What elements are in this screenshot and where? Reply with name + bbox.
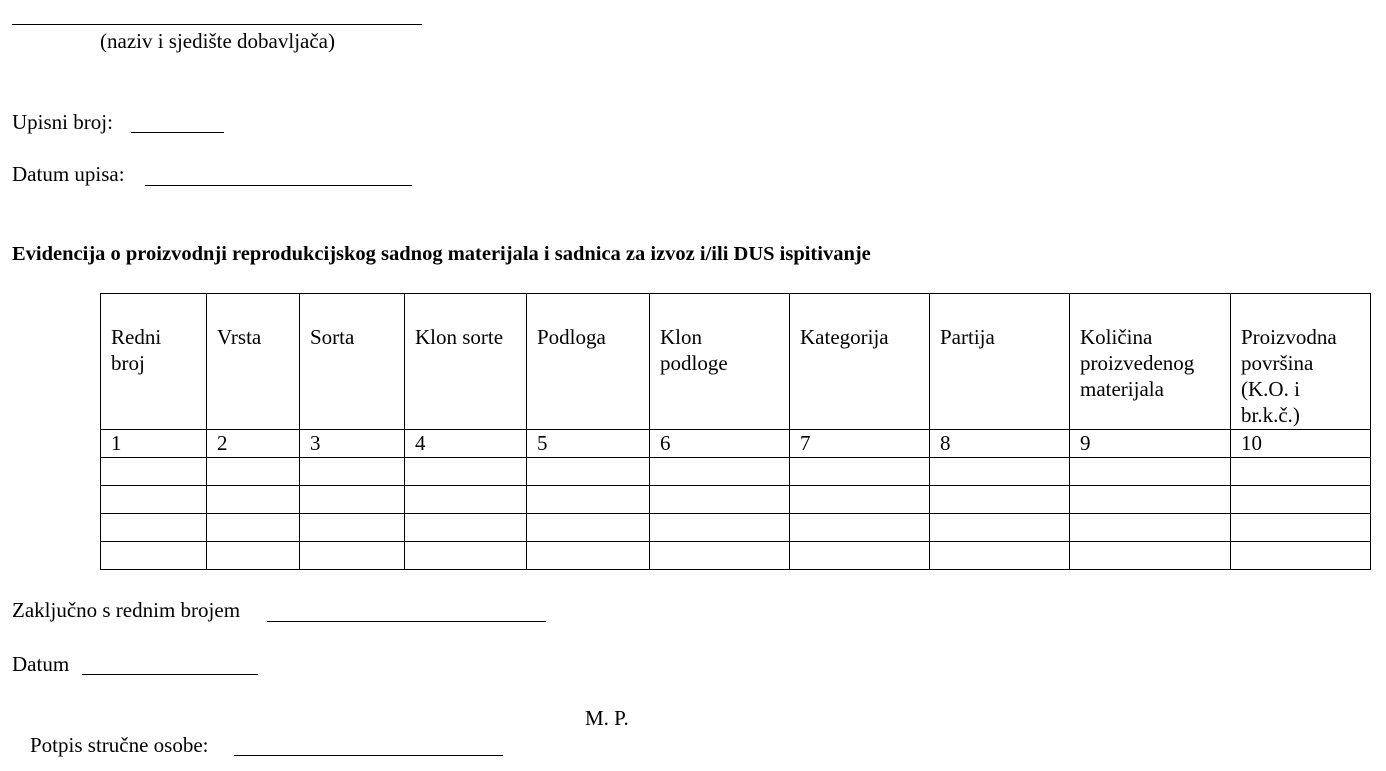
table-cell[interactable]	[790, 458, 930, 486]
table-row	[101, 514, 1371, 542]
table-cell[interactable]	[207, 542, 300, 570]
table-row	[101, 542, 1371, 570]
table-cell[interactable]	[650, 542, 790, 570]
col-number: 3	[310, 431, 321, 455]
table-cell[interactable]	[207, 486, 300, 514]
table-cell[interactable]	[527, 486, 650, 514]
table-cell[interactable]	[527, 514, 650, 542]
table-cell[interactable]	[650, 486, 790, 514]
datum-field[interactable]	[82, 674, 258, 675]
document-title: Evidencija o proizvodnji reprodukcijskog sadnog materijala i sadnica za izvoz i/ili DUS ispitivanje	[12, 243, 871, 265]
table-cell[interactable]	[101, 486, 207, 514]
col-header-sorta: Sorta	[300, 294, 405, 430]
table-cell[interactable]	[650, 514, 790, 542]
table-cell[interactable]	[1231, 514, 1371, 542]
table-cell[interactable]	[1231, 458, 1371, 486]
col-number: 9	[1080, 431, 1091, 455]
col-header-vrsta: Vrsta	[207, 294, 300, 430]
table-cell[interactable]	[207, 514, 300, 542]
col-number: 1	[111, 431, 122, 455]
table-header-row	[101, 294, 1371, 430]
table-row	[101, 486, 1371, 514]
table-cell[interactable]	[101, 514, 207, 542]
table-cell[interactable]	[527, 542, 650, 570]
col-number: 2	[217, 431, 228, 455]
table-cell[interactable]	[790, 542, 930, 570]
zakljucno-field[interactable]	[267, 621, 546, 622]
col-header-kategorija: Kategorija	[790, 294, 930, 430]
table-cell[interactable]	[1070, 458, 1231, 486]
upisni-broj-field[interactable]	[131, 132, 224, 133]
table-cell[interactable]	[405, 486, 527, 514]
upisni-broj-label: Upisni broj:	[12, 110, 113, 134]
table-cell[interactable]	[650, 458, 790, 486]
col-number: 10	[1241, 431, 1262, 455]
table-cell[interactable]	[1231, 542, 1371, 570]
col-header-klon-sorte: Klon sorte	[405, 294, 527, 430]
col-header-partija: Partija	[930, 294, 1070, 430]
table-cell[interactable]	[101, 542, 207, 570]
datum-upisa-field[interactable]	[145, 185, 412, 186]
col-header-podloga: Podloga	[527, 294, 650, 430]
supplier-name-line[interactable]	[12, 24, 422, 25]
potpis-label: Potpis stručne osobe:	[30, 733, 209, 757]
table-cell[interactable]	[930, 542, 1070, 570]
table-row	[101, 458, 1371, 486]
col-number: 5	[537, 431, 548, 455]
potpis-field[interactable]	[234, 755, 503, 756]
table-cell[interactable]	[930, 514, 1070, 542]
table-cell[interactable]	[300, 486, 405, 514]
col-number: 7	[800, 431, 811, 455]
datum-upisa-label: Datum upisa:	[12, 162, 125, 186]
table-cell[interactable]	[101, 458, 207, 486]
table-cell[interactable]	[1070, 486, 1231, 514]
evidence-table	[100, 293, 1371, 570]
mp-stamp-label: M. P.	[585, 706, 629, 730]
table-cell[interactable]	[300, 514, 405, 542]
table-cell[interactable]	[405, 542, 527, 570]
col-number: 4	[415, 431, 426, 455]
table-cell[interactable]	[930, 458, 1070, 486]
col-header-proizvodna-povrsina: Proizvodna površina (K.O. i br.k.č.)	[1231, 294, 1371, 430]
col-header-redni-broj: Redni broj	[101, 294, 207, 430]
table-cell[interactable]	[405, 458, 527, 486]
table-cell[interactable]	[405, 514, 527, 542]
col-number: 6	[660, 431, 671, 455]
table-cell[interactable]	[790, 514, 930, 542]
table-cell[interactable]	[930, 486, 1070, 514]
col-header-kolicina: Količina proizvedenog materijala	[1070, 294, 1231, 430]
datum-label: Datum	[12, 652, 70, 676]
table-cell[interactable]	[1070, 514, 1231, 542]
col-header-klon-podloge: Klon podloge	[650, 294, 790, 430]
col-number: 8	[940, 431, 951, 455]
table-cell[interactable]	[300, 458, 405, 486]
table-cell[interactable]	[527, 458, 650, 486]
supplier-caption: (naziv i sjedište dobavljača)	[100, 29, 335, 53]
table-cell[interactable]	[1231, 486, 1371, 514]
table-cell[interactable]	[1070, 542, 1231, 570]
table-number-row	[101, 430, 1371, 458]
zakljucno-label: Zaključno s rednim brojem	[12, 598, 241, 622]
table-cell[interactable]	[790, 486, 930, 514]
table-cell[interactable]	[300, 542, 405, 570]
table-cell[interactable]	[207, 458, 300, 486]
